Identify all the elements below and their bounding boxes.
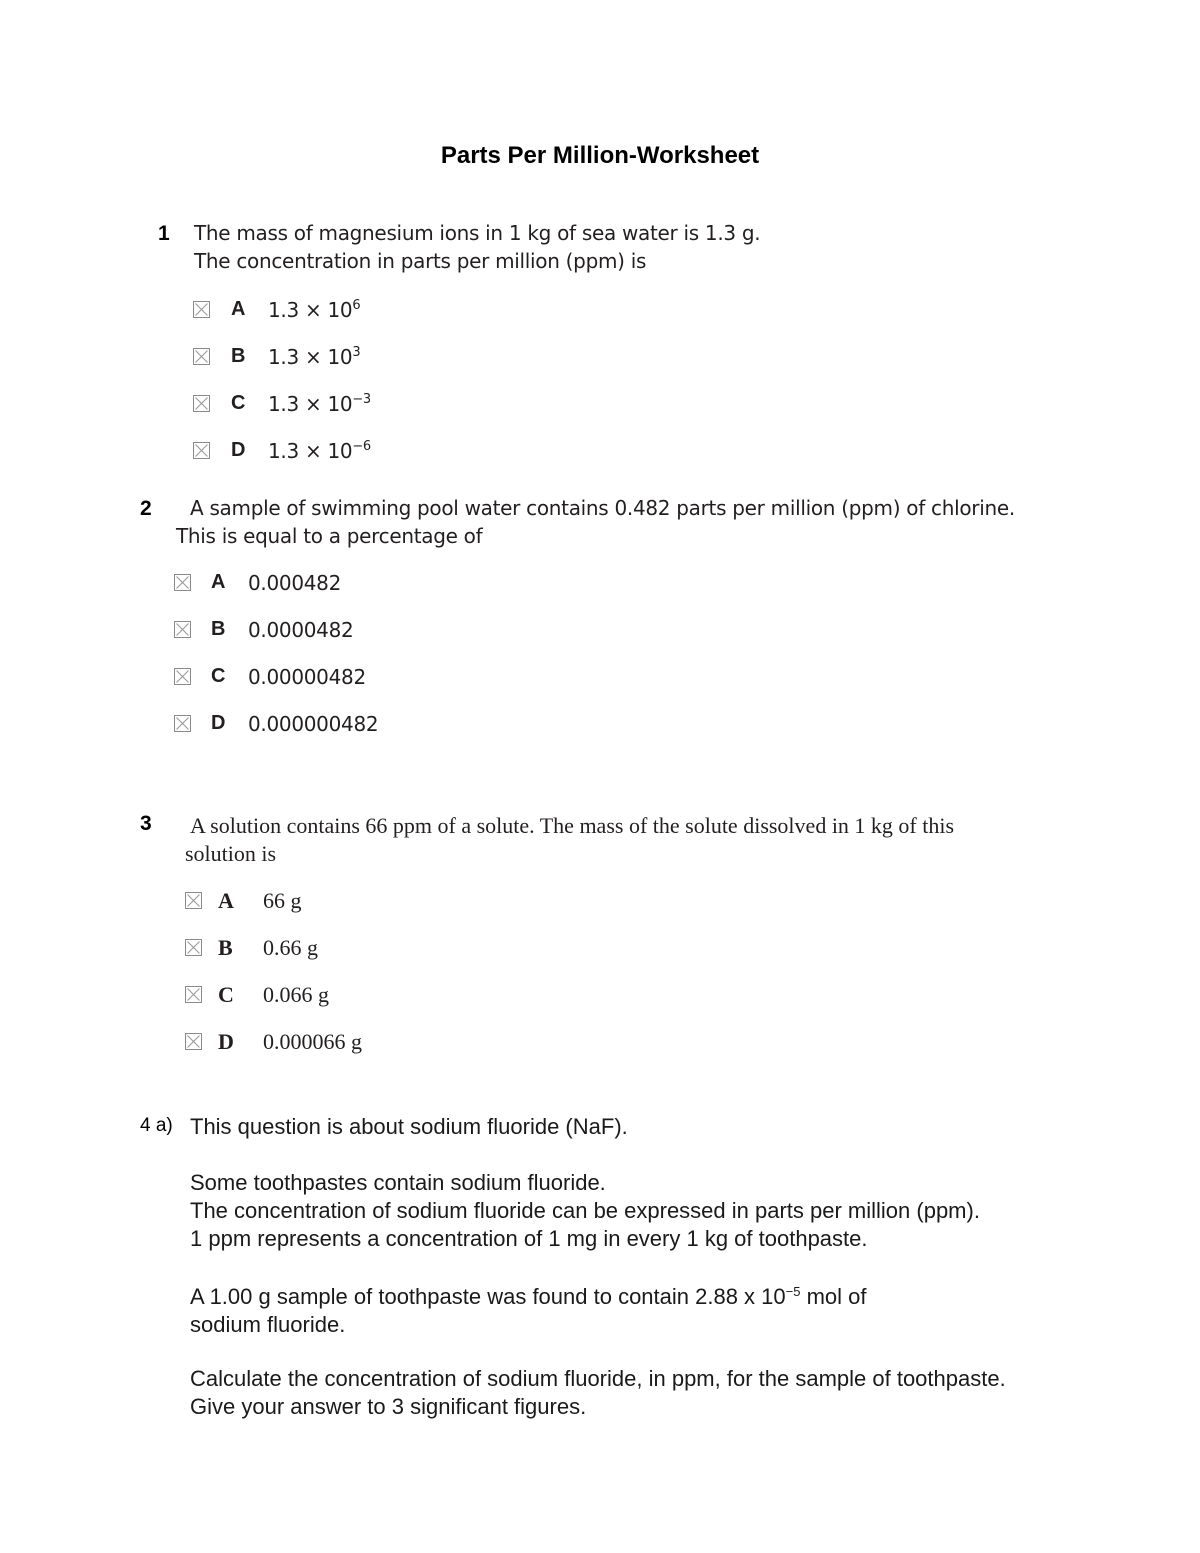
q2-option-c-value: 0.00000482 (248, 665, 366, 689)
q1-option-c-value (268, 392, 371, 416)
q3-option-a-checkbox[interactable] (185, 892, 202, 909)
q1-option-a-base: 1.3 × 10 (268, 298, 353, 322)
question-3-text-line-2: solution is (185, 841, 277, 866)
question-2-text-line-1: A sample of swimming pool water contains 0.482 parts per million (ppm) of chlorine. (190, 496, 1015, 520)
q2-option-c-letter: C (211, 665, 226, 687)
question-4-paragraph-1-line-2: The concentration of sodium fluoride can be expressed in parts per million (ppm). (190, 1198, 980, 1223)
q3-option-b-value: 0.66 g (263, 935, 318, 960)
q1-option-a-letter: A (231, 298, 246, 320)
q2-option-d-letter: D (211, 712, 226, 734)
q1-option-c-checkbox[interactable] (193, 395, 210, 412)
q2-option-a-checkbox[interactable] (174, 574, 191, 591)
question-2-text-line-2: This is equal to a percentage of (176, 524, 483, 548)
q1-option-c-letter: C (231, 392, 246, 414)
q3-option-c-value: 0.066 g (263, 982, 329, 1007)
q1-option-d-checkbox[interactable] (193, 442, 210, 459)
q1-option-a-checkbox[interactable] (193, 301, 210, 318)
cross-box-icon (175, 716, 190, 731)
q3-option-b-letter: B (218, 935, 233, 960)
cross-box-icon (175, 622, 190, 637)
cross-box-icon (194, 349, 209, 364)
cross-box-icon (186, 987, 201, 1002)
q3-option-d-checkbox[interactable] (185, 1033, 202, 1050)
question-4-intro: This question is about sodium fluoride (NaF). (190, 1114, 628, 1139)
q2-option-d-checkbox[interactable] (174, 715, 191, 732)
cross-box-icon (194, 396, 209, 411)
q3-option-d-value: 0.000066 g (263, 1029, 362, 1054)
cross-box-icon (194, 302, 209, 317)
cross-box-icon (186, 893, 201, 908)
q3-option-d-letter: D (218, 1029, 234, 1054)
q1-option-a-exponent: 6 (352, 298, 361, 313)
question-4-paragraph-3-line-2: Give your answer to 3 significant figures. (190, 1394, 587, 1419)
q2-option-a-letter: A (211, 571, 226, 593)
q1-option-d-exponent: −6 (352, 439, 371, 454)
question-4-paragraph-2-line-2: sodium fluoride. (190, 1312, 346, 1337)
q1-option-b-letter: B (231, 345, 246, 367)
question-4-paragraph-2-line-1 (190, 1284, 867, 1310)
q3-option-c-checkbox[interactable] (185, 986, 202, 1003)
q1-option-d-base: 1.3 × 10 (268, 439, 353, 463)
question-1-text-line-2: The concentration in parts per million (ppm) is (194, 249, 647, 273)
q1-option-b-value (268, 345, 360, 369)
page-title: Parts Per Million-Worksheet (440, 142, 760, 169)
question-4-paragraph-2-text-before: A 1.00 g sample of toothpaste was found to contain 2.88 x 10 (190, 1284, 786, 1309)
q2-option-d-value: 0.000000482 (248, 712, 379, 736)
question-1-number: 1 (158, 222, 170, 245)
q1-option-d-letter: D (231, 439, 246, 461)
cross-box-icon (175, 669, 190, 684)
cross-box-icon (186, 940, 201, 955)
q3-option-b-checkbox[interactable] (185, 939, 202, 956)
q2-option-a-value: 0.000482 (248, 571, 342, 595)
q2-option-c-checkbox[interactable] (174, 668, 191, 685)
question-4-paragraph-1-line-3: 1 ppm represents a concentration of 1 mg in every 1 kg of toothpaste. (190, 1226, 868, 1251)
q2-option-b-checkbox[interactable] (174, 621, 191, 638)
q3-option-a-letter: A (218, 888, 234, 913)
q1-option-d-value (268, 439, 371, 463)
q2-option-b-value: 0.0000482 (248, 618, 354, 642)
cross-box-icon (186, 1034, 201, 1049)
question-4-exponent: −5 (785, 1284, 801, 1299)
question-2-number: 2 (140, 497, 152, 520)
cross-box-icon (175, 575, 190, 590)
question-4-paragraph-3-line-1: Calculate the concentration of sodium fluoride, in ppm, for the sample of toothpaste. (190, 1366, 1006, 1391)
q1-option-a-value (268, 298, 360, 322)
q1-option-b-base: 1.3 × 10 (268, 345, 353, 369)
q3-option-c-letter: C (218, 982, 234, 1007)
q1-option-b-checkbox[interactable] (193, 348, 210, 365)
q1-option-c-base: 1.3 × 10 (268, 392, 353, 416)
q1-option-c-exponent: −3 (352, 392, 371, 407)
question-4-paragraph-2-text-after: mol of (800, 1284, 867, 1309)
q2-option-b-letter: B (211, 618, 226, 640)
question-4-paragraph-1-line-1: Some toothpastes contain sodium fluoride. (190, 1170, 606, 1195)
question-3-number: 3 (140, 812, 152, 835)
q1-option-b-exponent: 3 (352, 345, 361, 360)
cross-box-icon (194, 443, 209, 458)
question-4-number: 4 a) (140, 1115, 173, 1136)
question-1-text-line-1: The mass of magnesium ions in 1 kg of sea water is 1.3 g. (194, 221, 761, 245)
q3-option-a-value: 66 g (263, 888, 302, 913)
question-3-text-line-1: A solution contains 66 ppm of a solute. The mass of the solute dissolved in 1 kg of this (190, 813, 955, 838)
